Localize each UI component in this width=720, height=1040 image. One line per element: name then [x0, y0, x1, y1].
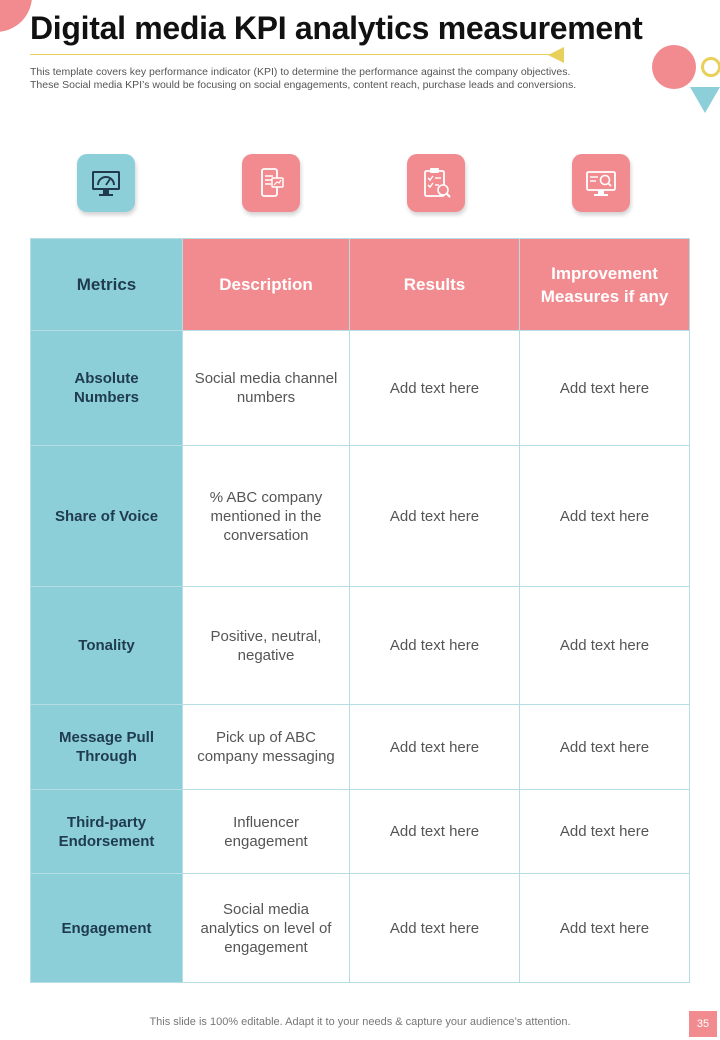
metric-cell — [31, 331, 183, 446]
description-text: Positive, neutral, negative — [210, 627, 322, 664]
result-cell: Add text here — [350, 874, 520, 983]
header-description: Description — [183, 239, 350, 331]
table-row — [31, 705, 690, 790]
header-metrics: Metrics — [31, 239, 183, 331]
monitor-search-icon — [572, 154, 630, 212]
footer-note: This slide is 100% editable. Adapt it to your needs & capture your audience’s attention. — [149, 1016, 571, 1028]
header-improvement — [520, 239, 690, 331]
improvement-cell: Add text here — [520, 790, 690, 874]
table-row — [31, 587, 690, 705]
improvement-cell: Add text here — [520, 587, 690, 705]
description-text: Social media analytics on level of engagement — [200, 900, 332, 956]
description-text: Pick up of ABC company messaging — [197, 729, 335, 765]
result-cell: Add text here — [350, 790, 520, 874]
table-row — [31, 331, 690, 446]
description-text: % ABC company mentioned in the conversation — [209, 488, 323, 544]
metric-label: Absolute Numbers — [73, 370, 140, 406]
result-cell: Add text here — [350, 587, 520, 705]
result-cell: Add text here — [350, 331, 520, 446]
mobile-chart-icon — [242, 154, 300, 212]
dashboard-monitor-icon — [77, 154, 135, 212]
description-cell — [183, 874, 350, 983]
page-title: Digital media KPI analytics measurement — [30, 10, 643, 46]
description-cell — [183, 790, 350, 874]
description-text: Influencer engagement — [224, 813, 308, 850]
kpi-table — [30, 238, 690, 983]
improvement-cell: Add text here — [520, 331, 690, 446]
metric-label: Third-party Endorsement — [58, 813, 155, 850]
intro-line: This template covers key performance indicator (KPI) to determine the performance against the company objectives. — [30, 66, 571, 78]
table-header-row — [31, 239, 690, 331]
result-cell: Add text here — [350, 705, 520, 790]
description-cell — [183, 587, 350, 705]
table-row — [31, 446, 690, 587]
intro-text — [30, 66, 670, 92]
title-underline — [30, 54, 550, 55]
improvement-cell: Add text here — [520, 705, 690, 790]
description-cell — [183, 705, 350, 790]
clipboard-check-icon — [407, 154, 465, 212]
intro-line: These Social media KPI’s would be focusing on social engagements, content reach, purchase leads and conversions. — [30, 79, 577, 91]
header-results: Results — [350, 239, 520, 331]
metric-cell — [31, 705, 183, 790]
metric-cell: Engagement — [31, 874, 183, 983]
improvement-cell: Add text here — [520, 446, 690, 587]
table-row — [31, 790, 690, 874]
description-cell: Social media channel numbers — [183, 331, 350, 446]
metric-cell: Tonality — [31, 587, 183, 705]
decorative-ring — [701, 57, 720, 77]
improvement-cell: Add text here — [520, 874, 690, 983]
metric-label: Message Pull Through — [58, 729, 155, 765]
result-cell: Add text here — [350, 446, 520, 587]
corner-decoration — [0, 0, 32, 32]
metric-cell: Share of Voice — [31, 446, 183, 587]
table-row — [31, 874, 690, 983]
page-number: 35 — [689, 1011, 717, 1037]
title-triangle-accent — [548, 47, 564, 63]
decorative-triangle — [690, 87, 720, 113]
header-improvement-label: Improvement Measures if any — [540, 263, 669, 306]
metric-cell — [31, 790, 183, 874]
description-cell — [183, 446, 350, 587]
